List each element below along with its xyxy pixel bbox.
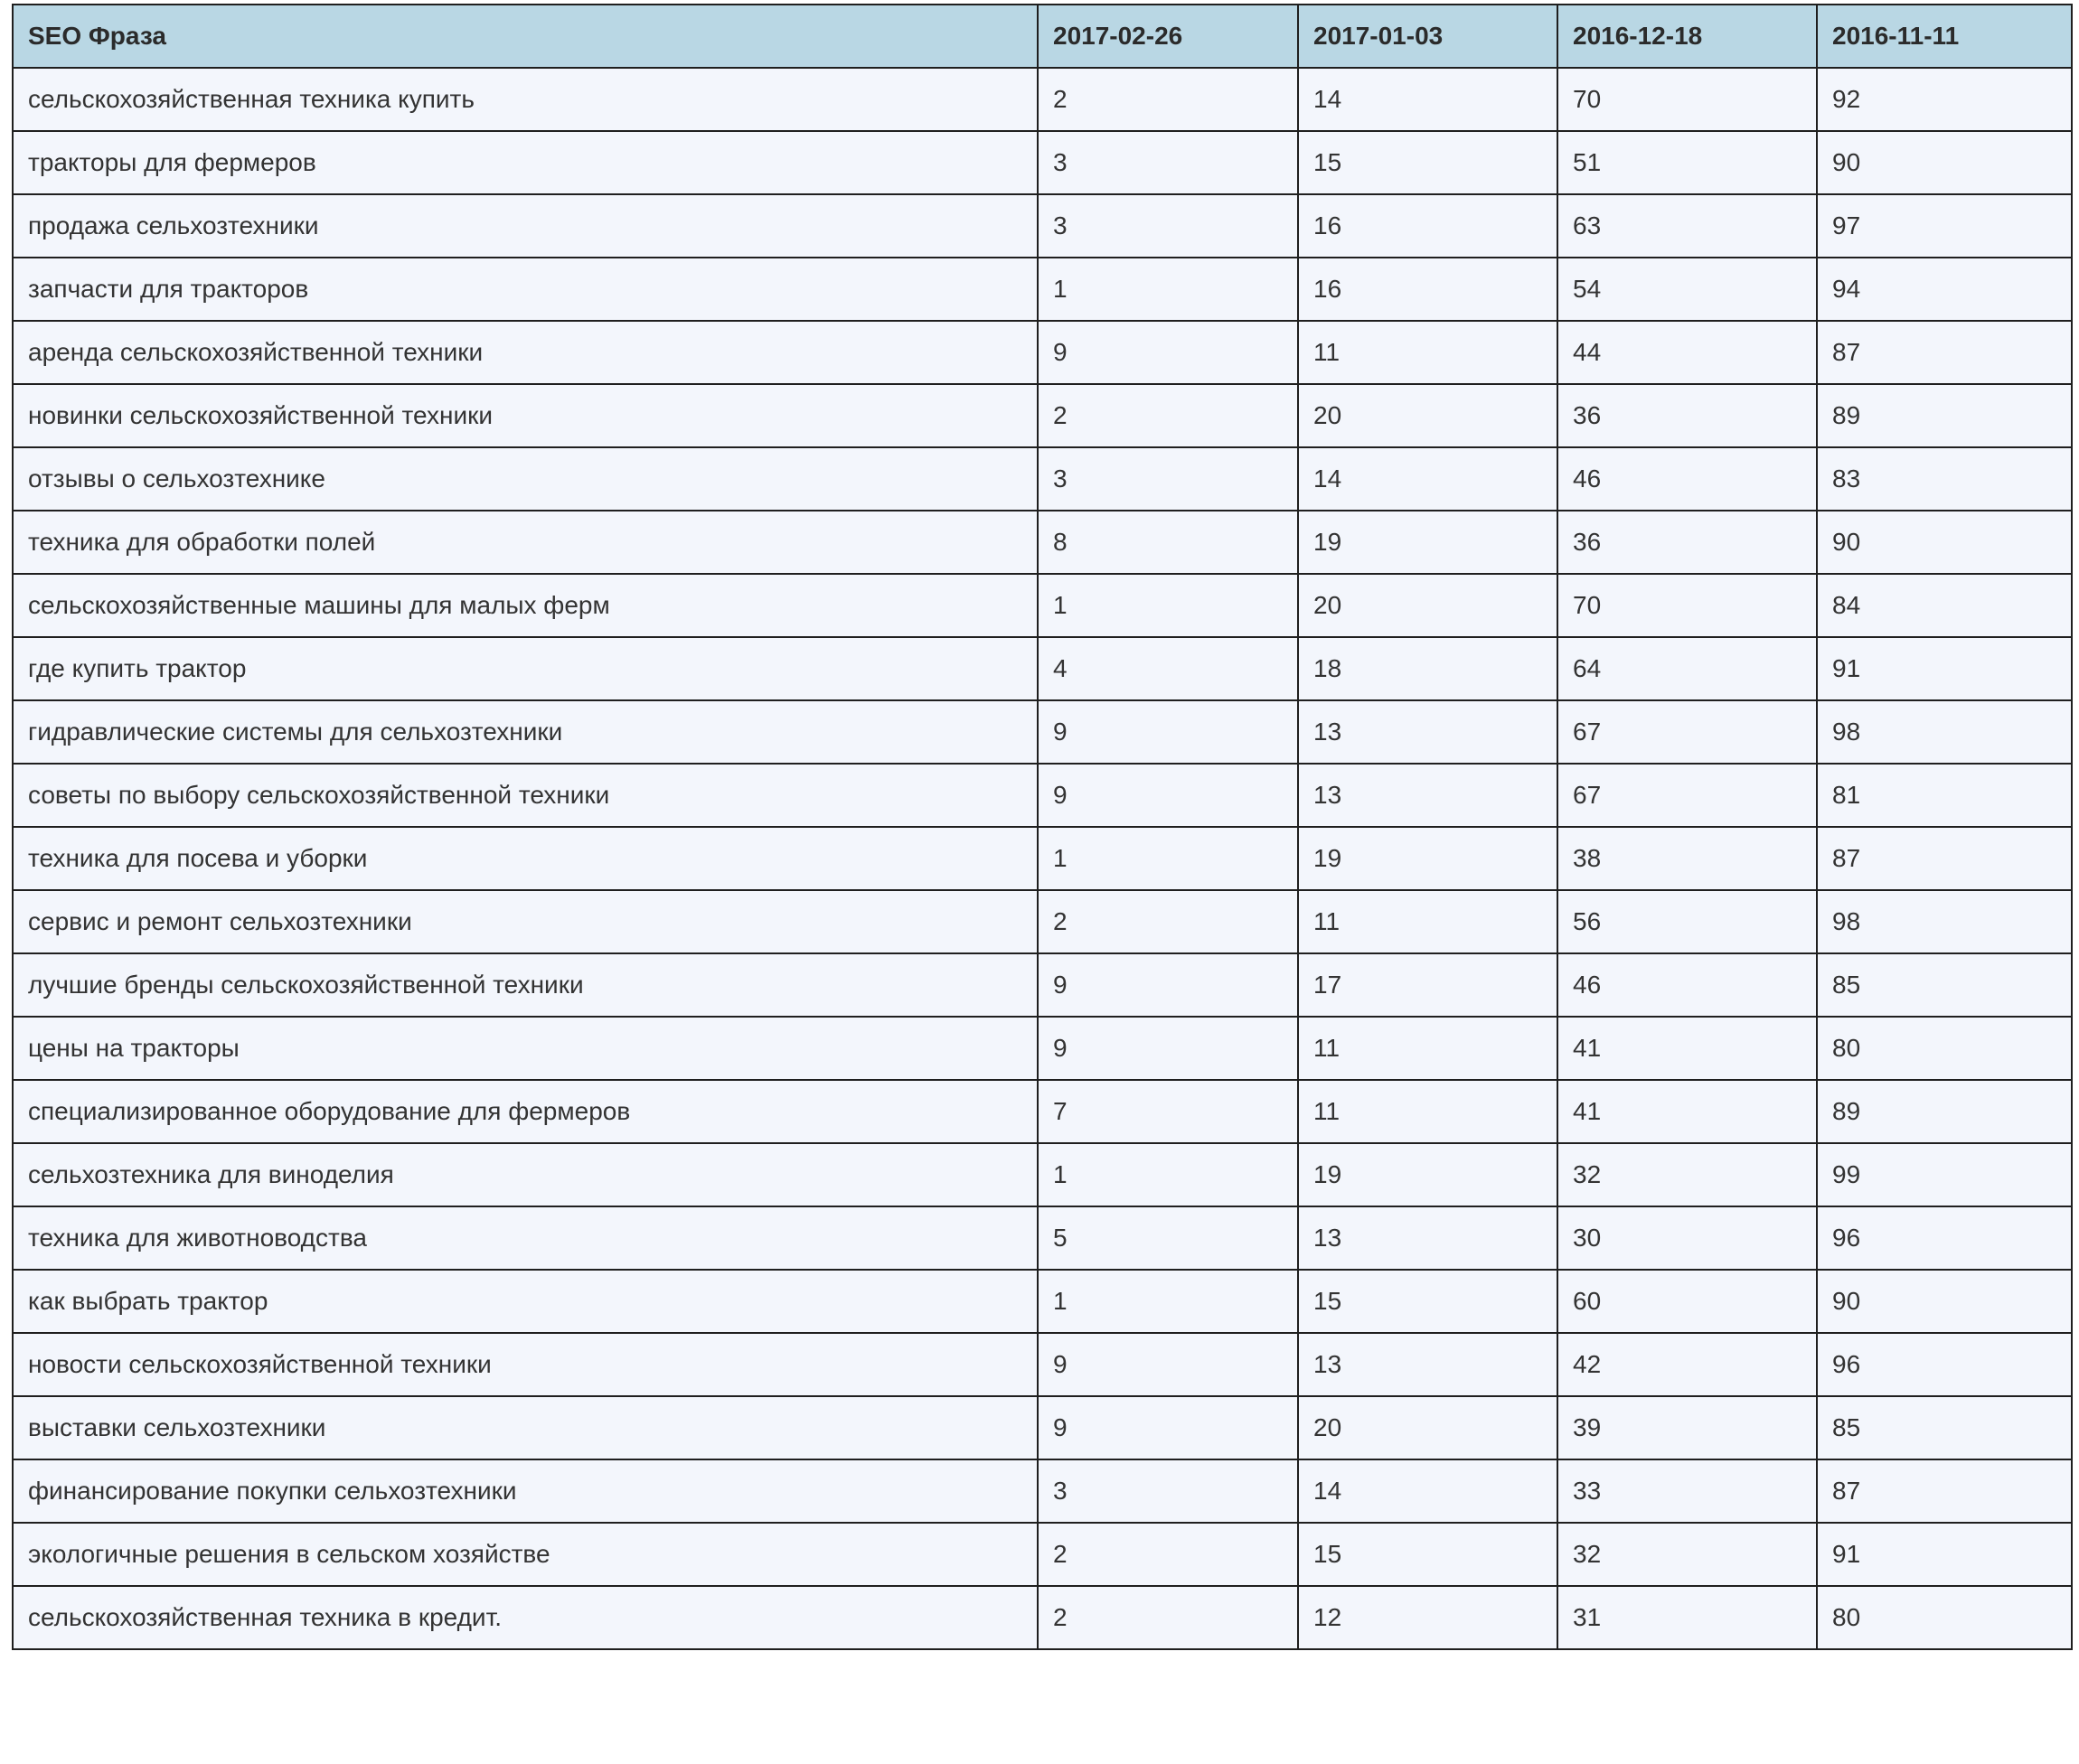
- cell-date-2: 11: [1298, 890, 1557, 953]
- table-row: [13, 574, 2072, 637]
- cell-date-3: 38: [1557, 827, 1817, 890]
- cell-date-2: 15: [1298, 1270, 1557, 1333]
- table-row: [13, 700, 2072, 764]
- cell-date-1: 1: [1038, 1143, 1298, 1206]
- table-body: [13, 68, 2072, 1649]
- cell-seo-phrase: выставки сельхозтехники: [13, 1396, 1038, 1459]
- cell-seo-phrase: экологичные решения в сельском хозяйстве: [13, 1523, 1038, 1586]
- table-row: [13, 1143, 2072, 1206]
- cell-date-2: 20: [1298, 1396, 1557, 1459]
- cell-date-1: 9: [1038, 1017, 1298, 1080]
- table-row: [13, 1080, 2072, 1143]
- cell-date-1: 9: [1038, 321, 1298, 384]
- cell-date-2: 13: [1298, 700, 1557, 764]
- cell-date-2: 16: [1298, 258, 1557, 321]
- table-row: [13, 637, 2072, 700]
- cell-seo-phrase: запчасти для тракторов: [13, 258, 1038, 321]
- cell-date-4: 98: [1817, 890, 2072, 953]
- cell-date-1: 9: [1038, 764, 1298, 827]
- cell-date-4: 94: [1817, 258, 2072, 321]
- cell-date-2: 20: [1298, 574, 1557, 637]
- cell-date-3: 46: [1557, 447, 1817, 511]
- cell-date-1: 5: [1038, 1206, 1298, 1270]
- cell-date-3: 41: [1557, 1017, 1817, 1080]
- cell-date-2: 14: [1298, 68, 1557, 131]
- cell-date-3: 63: [1557, 194, 1817, 258]
- table-row: [13, 764, 2072, 827]
- cell-seo-phrase: сервис и ремонт сельхозтехники: [13, 890, 1038, 953]
- cell-seo-phrase: тракторы для фермеров: [13, 131, 1038, 194]
- table-row: [13, 1523, 2072, 1586]
- cell-date-4: 91: [1817, 637, 2072, 700]
- cell-date-1: 2: [1038, 68, 1298, 131]
- cell-seo-phrase: новинки сельскохозяйственной техники: [13, 384, 1038, 447]
- cell-seo-phrase: аренда сельскохозяйственной техники: [13, 321, 1038, 384]
- seo-table-container: [12, 4, 2071, 1650]
- cell-date-3: 36: [1557, 511, 1817, 574]
- cell-date-1: 9: [1038, 953, 1298, 1017]
- cell-date-2: 11: [1298, 1080, 1557, 1143]
- cell-date-4: 87: [1817, 321, 2072, 384]
- cell-date-2: 18: [1298, 637, 1557, 700]
- cell-date-1: 3: [1038, 447, 1298, 511]
- cell-date-4: 96: [1817, 1333, 2072, 1396]
- cell-date-2: 12: [1298, 1586, 1557, 1649]
- table-row: [13, 1017, 2072, 1080]
- table-row: [13, 953, 2072, 1017]
- header-seo-phrase: SEO Фраза: [13, 5, 1038, 68]
- cell-date-4: 89: [1817, 384, 2072, 447]
- cell-seo-phrase: отзывы о сельхозтехнике: [13, 447, 1038, 511]
- table-row: [13, 1459, 2072, 1523]
- cell-date-3: 41: [1557, 1080, 1817, 1143]
- cell-date-2: 11: [1298, 321, 1557, 384]
- cell-date-2: 19: [1298, 1143, 1557, 1206]
- cell-date-3: 56: [1557, 890, 1817, 953]
- cell-seo-phrase: цены на тракторы: [13, 1017, 1038, 1080]
- cell-date-3: 32: [1557, 1523, 1817, 1586]
- cell-date-1: 2: [1038, 1523, 1298, 1586]
- cell-date-3: 46: [1557, 953, 1817, 1017]
- cell-date-2: 16: [1298, 194, 1557, 258]
- cell-date-2: 19: [1298, 511, 1557, 574]
- cell-seo-phrase: техника для животноводства: [13, 1206, 1038, 1270]
- cell-date-2: 11: [1298, 1017, 1557, 1080]
- table-row: [13, 1586, 2072, 1649]
- cell-date-3: 70: [1557, 574, 1817, 637]
- cell-date-1: 3: [1038, 1459, 1298, 1523]
- cell-date-1: 4: [1038, 637, 1298, 700]
- cell-date-3: 70: [1557, 68, 1817, 131]
- cell-date-1: 9: [1038, 1396, 1298, 1459]
- seo-phrase-table: [12, 4, 2073, 1650]
- cell-date-3: 64: [1557, 637, 1817, 700]
- cell-date-4: 92: [1817, 68, 2072, 131]
- cell-date-4: 81: [1817, 764, 2072, 827]
- cell-seo-phrase: техника для посева и уборки: [13, 827, 1038, 890]
- cell-seo-phrase: специализированное оборудование для фермеров: [13, 1080, 1038, 1143]
- cell-date-1: 8: [1038, 511, 1298, 574]
- cell-seo-phrase: где купить трактор: [13, 637, 1038, 700]
- table-row: [13, 321, 2072, 384]
- cell-date-4: 85: [1817, 953, 2072, 1017]
- cell-date-3: 31: [1557, 1586, 1817, 1649]
- cell-date-1: 2: [1038, 890, 1298, 953]
- table-row: [13, 384, 2072, 447]
- cell-date-4: 90: [1817, 511, 2072, 574]
- cell-seo-phrase: техника для обработки полей: [13, 511, 1038, 574]
- cell-date-3: 42: [1557, 1333, 1817, 1396]
- cell-date-3: 67: [1557, 700, 1817, 764]
- table-row: [13, 1270, 2072, 1333]
- cell-date-2: 15: [1298, 1523, 1557, 1586]
- cell-date-4: 80: [1817, 1017, 2072, 1080]
- cell-date-1: 9: [1038, 700, 1298, 764]
- cell-date-2: 20: [1298, 384, 1557, 447]
- cell-date-2: 19: [1298, 827, 1557, 890]
- cell-date-2: 15: [1298, 131, 1557, 194]
- cell-seo-phrase: как выбрать трактор: [13, 1270, 1038, 1333]
- cell-date-4: 85: [1817, 1396, 2072, 1459]
- cell-seo-phrase: гидравлические системы для сельхозтехники: [13, 700, 1038, 764]
- cell-date-2: 13: [1298, 1206, 1557, 1270]
- cell-date-3: 36: [1557, 384, 1817, 447]
- cell-date-1: 2: [1038, 384, 1298, 447]
- cell-date-3: 67: [1557, 764, 1817, 827]
- cell-seo-phrase: новости сельскохозяйственной техники: [13, 1333, 1038, 1396]
- cell-date-1: 3: [1038, 194, 1298, 258]
- header-date-1: 2017-02-26: [1038, 5, 1298, 68]
- cell-seo-phrase: сельхозтехника для виноделия: [13, 1143, 1038, 1206]
- table-row: [13, 1333, 2072, 1396]
- cell-date-4: 97: [1817, 194, 2072, 258]
- cell-date-4: 90: [1817, 1270, 2072, 1333]
- cell-seo-phrase: сельскохозяйственные машины для малых ферм: [13, 574, 1038, 637]
- table-row: [13, 68, 2072, 131]
- cell-seo-phrase: лучшие бренды сельскохозяйственной техники: [13, 953, 1038, 1017]
- cell-seo-phrase: советы по выбору сельскохозяйственной техники: [13, 764, 1038, 827]
- table-row: [13, 511, 2072, 574]
- header-date-3: 2016-12-18: [1557, 5, 1817, 68]
- table-row: [13, 827, 2072, 890]
- cell-date-4: 98: [1817, 700, 2072, 764]
- cell-date-4: 84: [1817, 574, 2072, 637]
- cell-date-2: 17: [1298, 953, 1557, 1017]
- cell-date-3: 44: [1557, 321, 1817, 384]
- cell-date-1: 1: [1038, 827, 1298, 890]
- table-row: [13, 131, 2072, 194]
- cell-date-3: 51: [1557, 131, 1817, 194]
- cell-date-3: 32: [1557, 1143, 1817, 1206]
- table-row: [13, 890, 2072, 953]
- cell-date-3: 33: [1557, 1459, 1817, 1523]
- table-row: [13, 258, 2072, 321]
- table-header: [13, 5, 2072, 68]
- cell-date-1: 1: [1038, 258, 1298, 321]
- cell-date-3: 60: [1557, 1270, 1817, 1333]
- header-date-2: 2017-01-03: [1298, 5, 1557, 68]
- cell-date-1: 1: [1038, 1270, 1298, 1333]
- cell-date-2: 14: [1298, 1459, 1557, 1523]
- table-row: [13, 1396, 2072, 1459]
- cell-date-3: 30: [1557, 1206, 1817, 1270]
- cell-date-4: 91: [1817, 1523, 2072, 1586]
- cell-date-1: 1: [1038, 574, 1298, 637]
- cell-date-3: 54: [1557, 258, 1817, 321]
- cell-date-1: 2: [1038, 1586, 1298, 1649]
- cell-seo-phrase: продажа сельхозтехники: [13, 194, 1038, 258]
- header-date-4: 2016-11-11: [1817, 5, 2072, 68]
- header-row: [13, 5, 2072, 68]
- table-row: [13, 194, 2072, 258]
- cell-date-2: 13: [1298, 764, 1557, 827]
- cell-date-1: 9: [1038, 1333, 1298, 1396]
- table-row: [13, 1206, 2072, 1270]
- cell-date-4: 83: [1817, 447, 2072, 511]
- cell-date-2: 14: [1298, 447, 1557, 511]
- cell-date-4: 96: [1817, 1206, 2072, 1270]
- cell-date-4: 87: [1817, 827, 2072, 890]
- cell-date-4: 89: [1817, 1080, 2072, 1143]
- cell-date-4: 99: [1817, 1143, 2072, 1206]
- cell-date-4: 87: [1817, 1459, 2072, 1523]
- cell-seo-phrase: финансирование покупки сельхозтехники: [13, 1459, 1038, 1523]
- cell-seo-phrase: сельскохозяйственная техника в кредит.: [13, 1586, 1038, 1649]
- cell-seo-phrase: сельскохозяйственная техника купить: [13, 68, 1038, 131]
- table-row: [13, 447, 2072, 511]
- cell-date-1: 3: [1038, 131, 1298, 194]
- cell-date-4: 90: [1817, 131, 2072, 194]
- cell-date-1: 7: [1038, 1080, 1298, 1143]
- cell-date-4: 80: [1817, 1586, 2072, 1649]
- cell-date-2: 13: [1298, 1333, 1557, 1396]
- cell-date-3: 39: [1557, 1396, 1817, 1459]
